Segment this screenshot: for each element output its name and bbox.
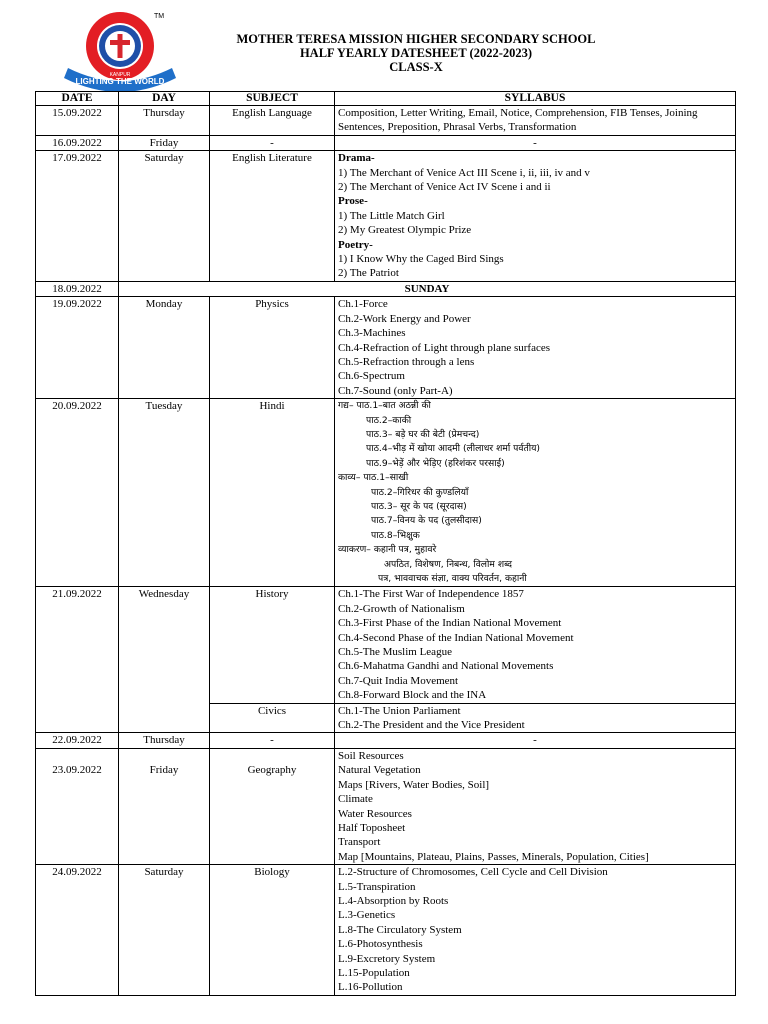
syllabus-line: Natural Vegetation [338,764,421,777]
syllabus-cell: - [335,733,736,748]
syllabus-cell [335,399,736,587]
syllabus-line: 1) The Merchant of Venice Act III Scene i, ii, iii, iv and v [338,166,590,179]
date-cell: 24.09.2022 [36,865,119,996]
date-cell: 23.09.2022 [36,748,119,864]
subject-cell: - [210,733,335,748]
syllabus-line: Ch.7-Sound (only Part-A) [338,384,453,397]
date-cell: 18.09.2022 [36,281,119,296]
syllabus-column-header: SYLLABUS [335,92,736,106]
syllabus-line: Maps [Rivers, Water Bodies, Soil] [338,778,490,791]
subject-cell: Biology [210,865,335,996]
holiday-cell: SUNDAY [119,281,736,296]
day-cell: Thursday [119,733,210,748]
syllabus-line: व्याकरण– कहानी पत्र, मुहावरे [338,544,437,556]
day-cell: Thursday [119,106,210,136]
day-cell: Tuesday [119,399,210,587]
subject-cell: History [210,587,335,703]
syllabus-line: पाठ.3– सूर के पद (सूरदास) [371,500,467,512]
syllabus-line: पाठ.9–भेड़ें और भेड़िए (हरिशंकर परसाई) [366,457,505,469]
datesheet-table [35,91,736,996]
syllabus-line: Ch.5-The Muslim League [338,646,452,659]
syllabus-line: L.3-Genetics [338,909,396,922]
table-row [36,135,736,150]
section-heading: Poetry- [338,238,373,251]
table-row [36,748,736,864]
syllabus-line: L.2-Structure of Chromosomes, Cell Cycle and Cell Division [338,866,608,879]
syllabus-cell [335,151,736,282]
date-cell: 15.09.2022 [36,106,119,136]
syllabus-line: Ch.2-Growth of Nationalism [338,602,465,615]
syllabus-line: L.8-The Circulatory System [338,923,462,936]
table-row [36,106,736,136]
syllabus-line: Ch.8-Forward Block and the INA [338,689,487,702]
date-cell: 19.09.2022 [36,297,119,399]
syllabus-line: Ch.3-First Phase of the Indian National Movement [338,617,562,630]
title-block [200,32,632,74]
subject-cell: Physics [210,297,335,399]
syllabus-line: 2) The Merchant of Venice Act IV Scene i and ii [338,181,551,194]
syllabus-line: Ch.4-Second Phase of the Indian National Movement [338,631,574,644]
date-cell: 22.09.2022 [36,733,119,748]
syllabus-line: Ch.2-Work Energy and Power [338,312,471,325]
date-column-header: DATE [36,92,119,106]
table-row [36,281,736,296]
table-row [36,865,736,996]
syllabus-line: L.15-Population [338,966,410,979]
syllabus-line: L.4-Absorption by Roots [338,894,449,907]
syllabus-cell [335,587,736,703]
day-cell: Saturday [119,151,210,282]
table-row [36,733,736,748]
logo-banner-text: LIGHTING THE WORLD [75,77,165,86]
syllabus-line: पाठ.2–गिरिधर की कुण्डलियाँ [371,486,469,498]
syllabus-cell [335,703,736,733]
syllabus-line: पाठ.4–भीड़ में खोया आदमी (लीलाधर शर्मा पर्वतीय) [366,443,540,455]
logo-city-text: KANPUR [109,72,131,78]
section-heading: Prose- [338,195,368,208]
syllabus-line: Composition, Letter Writing, Email, Notice, Comprehension, FIB Tenses, Joining [338,107,698,119]
syllabus-line: काव्य– पाठ.1–साखी [338,472,409,484]
syllabus-line: L.16-Pollution [338,981,403,994]
syllabus-cell [335,748,736,864]
syllabus-line: Ch.1-The First War of Independence 1857 [338,588,524,601]
syllabus-line: Ch.6-Spectrum [338,370,405,383]
syllabus-line: Ch.7-Quit India Movement [338,674,459,687]
day-cell: Friday [119,135,210,150]
syllabus-line: Half Toposheet [338,821,406,834]
class-title: CLASS-X [389,60,443,74]
syllabus-line: L.6-Photosynthesis [338,938,423,951]
syllabus-line: अपठित, विशेषण, निबन्ध, विलोम शब्द [384,558,513,570]
day-column-header: DAY [119,92,210,106]
trademark-text: TM [154,13,165,20]
subject-column-header: SUBJECT [210,92,335,106]
subject-cell: - [210,135,335,150]
day-cell: Monday [119,297,210,399]
table-row [36,297,736,399]
syllabus-line: Ch.3-Machines [338,327,406,340]
school-name: MOTHER TERESA MISSION HIGHER SECONDARY SCHOOL [236,32,596,46]
subject-cell: Civics [210,703,335,733]
table-row [36,399,736,587]
table-header-row [36,92,736,106]
table-row [36,587,736,703]
day-cell: Wednesday [119,587,210,733]
syllabus-line: L.5-Transpiration [338,880,416,893]
syllabus-line: Ch.5-Refraction through a lens [338,355,475,368]
syllabus-line: Ch.1-Force [338,298,388,311]
section-heading: Drama- [338,152,375,165]
syllabus-line: Map [Mountains, Plateau, Plains, Passes, Minerals, Population, Cities] [338,850,649,863]
syllabus-line: 1) I Know Why the Caged Bird Sings [338,253,504,266]
day-cell: Friday [119,748,210,864]
syllabus-line: Climate [338,793,373,806]
syllabus-line: Ch.2-The President and the Vice President [338,719,525,732]
date-cell: 16.09.2022 [36,135,119,150]
syllabus-line: पाठ.7–विनय के पद (तुलसीदास) [371,515,482,527]
syllabus-cell [335,865,736,996]
cross-icon [118,34,123,58]
syllabus-line: Water Resources [338,807,412,820]
subject-cell: Geography [210,748,335,864]
date-cell: 21.09.2022 [36,587,119,733]
sheet-title: HALF YEARLY DATESHEET (2022-2023) [299,46,533,60]
syllabus-line: Transport [338,836,381,849]
syllabus-line: Ch.1-The Union Parliament [338,704,461,717]
document-header [0,0,768,92]
syllabus-line: पाठ.3– बड़े घर की बेटी (प्रेमचन्द) [366,428,480,440]
subject-cell: Hindi [210,399,335,587]
syllabus-line: पाठ.2–काकी [366,414,412,426]
syllabus-line: 2) My Greatest Olympic Prize [338,224,472,237]
subject-cell: English Literature [210,151,335,282]
syllabus-line: Ch.4-Refraction of Light through plane surfaces [338,341,550,354]
syllabus-line: Soil Resources [338,749,404,762]
syllabus-cell [335,297,736,399]
syllabus-line: गद्य– पाठ.1–बात अठन्नी की [338,400,431,412]
syllabus-line: L.9-Excretory System [338,952,436,965]
date-cell: 20.09.2022 [36,399,119,587]
syllabus-cell [335,106,736,136]
syllabus-line: पाठ.8–भिक्षुक [371,529,420,541]
date-cell: 17.09.2022 [36,151,119,282]
syllabus-line: Ch.6-Mahatma Gandhi and National Movements [338,660,554,673]
syllabus-line: Sentences, Preposition, Phrasal Verbs, Transformation [338,121,577,134]
syllabus-line: 1) The Little Match Girl [338,209,445,222]
school-logo [60,8,188,98]
day-cell: Saturday [119,865,210,996]
subject-cell: English Language [210,106,335,136]
syllabus-line: 2) The Patriot [338,267,399,280]
table-row [36,151,736,282]
syllabus-line: पत्र, भाववाचक संज्ञा, वाक्य परिवर्तन, कहानी [378,573,527,584]
syllabus-cell: - [335,135,736,150]
